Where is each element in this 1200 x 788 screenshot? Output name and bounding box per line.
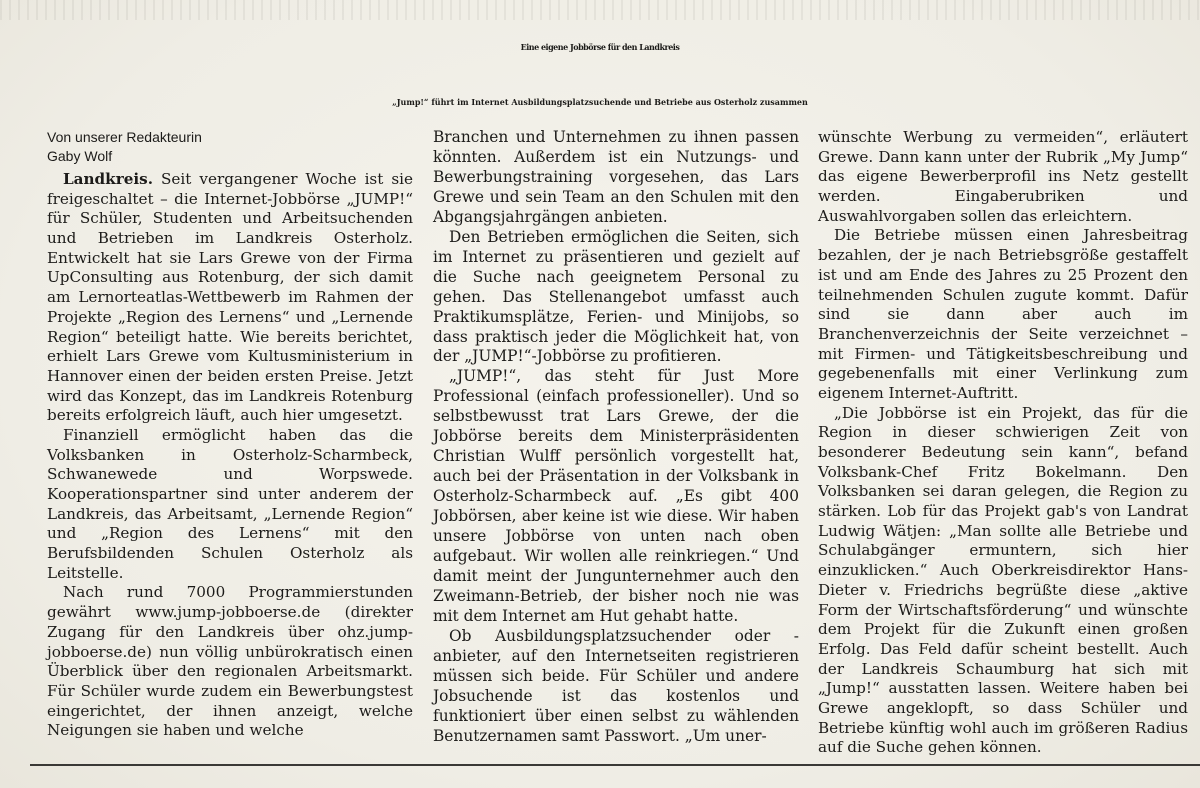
paragraph: Den Betrieben ermöglichen die Seiten, sich im Internet zu präsentieren und gezielt auf die Suche nach geeignetem Personal zu gehen. Das Stellenangebot umfasst auch Praktikumsplätze, Ferien- und Minijobs, so dass praktisch jeder die Möglichkeit hat, von der „JUMP!“-Jobbörse zu profitieren. — [433, 227, 799, 366]
paragraph — [47, 170, 413, 426]
paragraph: Nach rund 7000 Programmierstunden gewährt www.jump-jobboerse.de (direkter Zugang für den Landkreis über ohz.jump-jobboerse.de) nun völlig unbürokratisch einen Überblick über den regionalen Arbeitsmarkt. Für Schüler wurde zudem ein Bewerbungstest eingerichtet, der ihnen anzeigt, welche Neigungen sie haben und welche — [47, 583, 413, 740]
headline: Eine eigene Jobbörse für den Landkreis — [520, 42, 680, 52]
paragraph: Finanziell ermöglicht haben das die Volksbanken in Osterholz-Scharmbeck, Schwanewede und Worpswede. Kooperationspartner sind unter anderem der Landkreis, das Arbeitsamt, „Lernende Region“ und „Region des Lernens“ mit den Berufsbildenden Schulen Osterholz als Leitstelle. — [47, 425, 413, 582]
paragraph: Ob Ausbildungsplatzsuchender oder -anbieter, auf den Internetseiten registrieren müssen sich beide. Für Schüler und andere Jobsuchende ist das kostenlos und funktioniert über einen selbst zu wählenden Benutzernamen samt Passwort. „Um uner- — [433, 626, 799, 745]
column-3 — [818, 128, 1188, 758]
byline — [47, 128, 413, 166]
paragraph-text: Seit vergangener Woche ist sie freigeschaltet – die Internet-Jobbörse „JUMP!“ für Schüler, Studenten und Arbeitsuchenden und Betrieben im Landkreis Osterholz. Entwickelt hat sie Lars Grewe von der Firma UpConsulting aus Rotenburg, der sich damit am Lernorteatlas-Wettbewerb im Rahmen der Projekte „Region des Lernens“ und „Lernende Region“ beteiligt hatte. Wie bereits berichtet, erhielt Lars Grewe vom Kultusministerium in Hannover einen der beiden ersten Preise. Jetzt wird das Konzept, das im Landkreis Rotenburg bereits erfolgreich läuft, auch hier umgesetzt. — [47, 170, 413, 425]
byline-label: Von unserer Redakteurin — [47, 129, 202, 145]
paragraph: wünschte Werbung zu vermeiden“, erläutert Grewe. Dann kann unter der Rubrik „My Jump“ das eigene Bewerberprofil ins Netz gestellt werden. Eingaberubriken und Auswahlvorgaben sollen das erleichtern. — [818, 128, 1188, 225]
paragraph: „JUMP!“, das steht für Just More Professional (einfach professioneller). Und so selbstbewusst trat Lars Grewe, der die Jobbörse bereits dem Ministerpräsidenten Christian Wulff persönlich vorgestellt hat, auch bei der Präsentation in der Volksbank in Osterholz-Scharmbeck auf. „Es gibt 400 Jobbörsen, aber keine ist wie diese. Wir haben unsere Jobbörse von unten nach oben aufgebaut. Wir wollen alle reinkriegen.“ Und damit meint der Jungunternehmer auch den Zweimann-Betrieb, der bisher noch nie was mit dem Internet am Hut gehabt hatte. — [433, 367, 799, 625]
byline-author: Gaby Wolf — [47, 148, 113, 164]
bleed-through-text — [0, 0, 1200, 20]
dateline: Landkreis. — [63, 170, 153, 188]
paragraph: Branchen und Unternehmen zu ihnen passen könnten. Außerdem ist ein Nutzungs- und Bewerbungstraining vorgesehen, das Lars Grewe und sein Team an den Schulen mit den Abgangsjahrgängen anbieten. — [433, 128, 799, 226]
column-2 — [433, 128, 799, 747]
paragraph: „Die Jobbörse ist ein Projekt, das für die Region in dieser schwierigen Zeit von besonderer Bedeutung sein kann“, befand Volksbank-Chef Fritz Bokelmann. Den Volksbanken sei daran gelegen, die Region zu stärken. Lob für das Projekt gab's von Landrat Ludwig Wätjen: „Man sollte alle Betriebe und Schulabgänger ermuntern, sich hier einzuklicken.“ Auch Oberkreisdirektor Hans-Dieter v. Friedrichs begrüßte diese „aktive Form der Wirtschaftsförderung“ und wünschte dem Projekt für die Zukunft einen großen Erfolg. Das Feld dafür scheint bestellt. Auch der Landkreis Schaumburg hat sich mit „Jump!“ ausstatten lassen. Weitere haben bei Grewe angeklopft, so dass Schüler und Betriebe künftig wohl auch im größeren Radius auf die Suche gehen können. — [818, 403, 1188, 757]
column-1 — [47, 128, 413, 741]
paragraph: Die Betriebe müssen einen Jahresbeitrag bezahlen, der je nach Betriebsgröße gestaffelt ist und am Ende des Jahres zu 25 Prozent den teilnehmenden Schulen zugute kommt. Dafür sind sie dann aber auch im Branchenverzeichnis der Seite verzeichnet – mit Firmen- und Tätigkeitsbeschreibung und gegebenenfalls mit einer Verlinkung zum eigenem Internet-Auftritt. — [818, 226, 1188, 402]
subheadline: „Jump!“ führt im Internet Ausbildungsplatzsuchende und Betriebe aus Osterholz zusammen — [392, 97, 808, 107]
bottom-rule — [30, 764, 1200, 766]
